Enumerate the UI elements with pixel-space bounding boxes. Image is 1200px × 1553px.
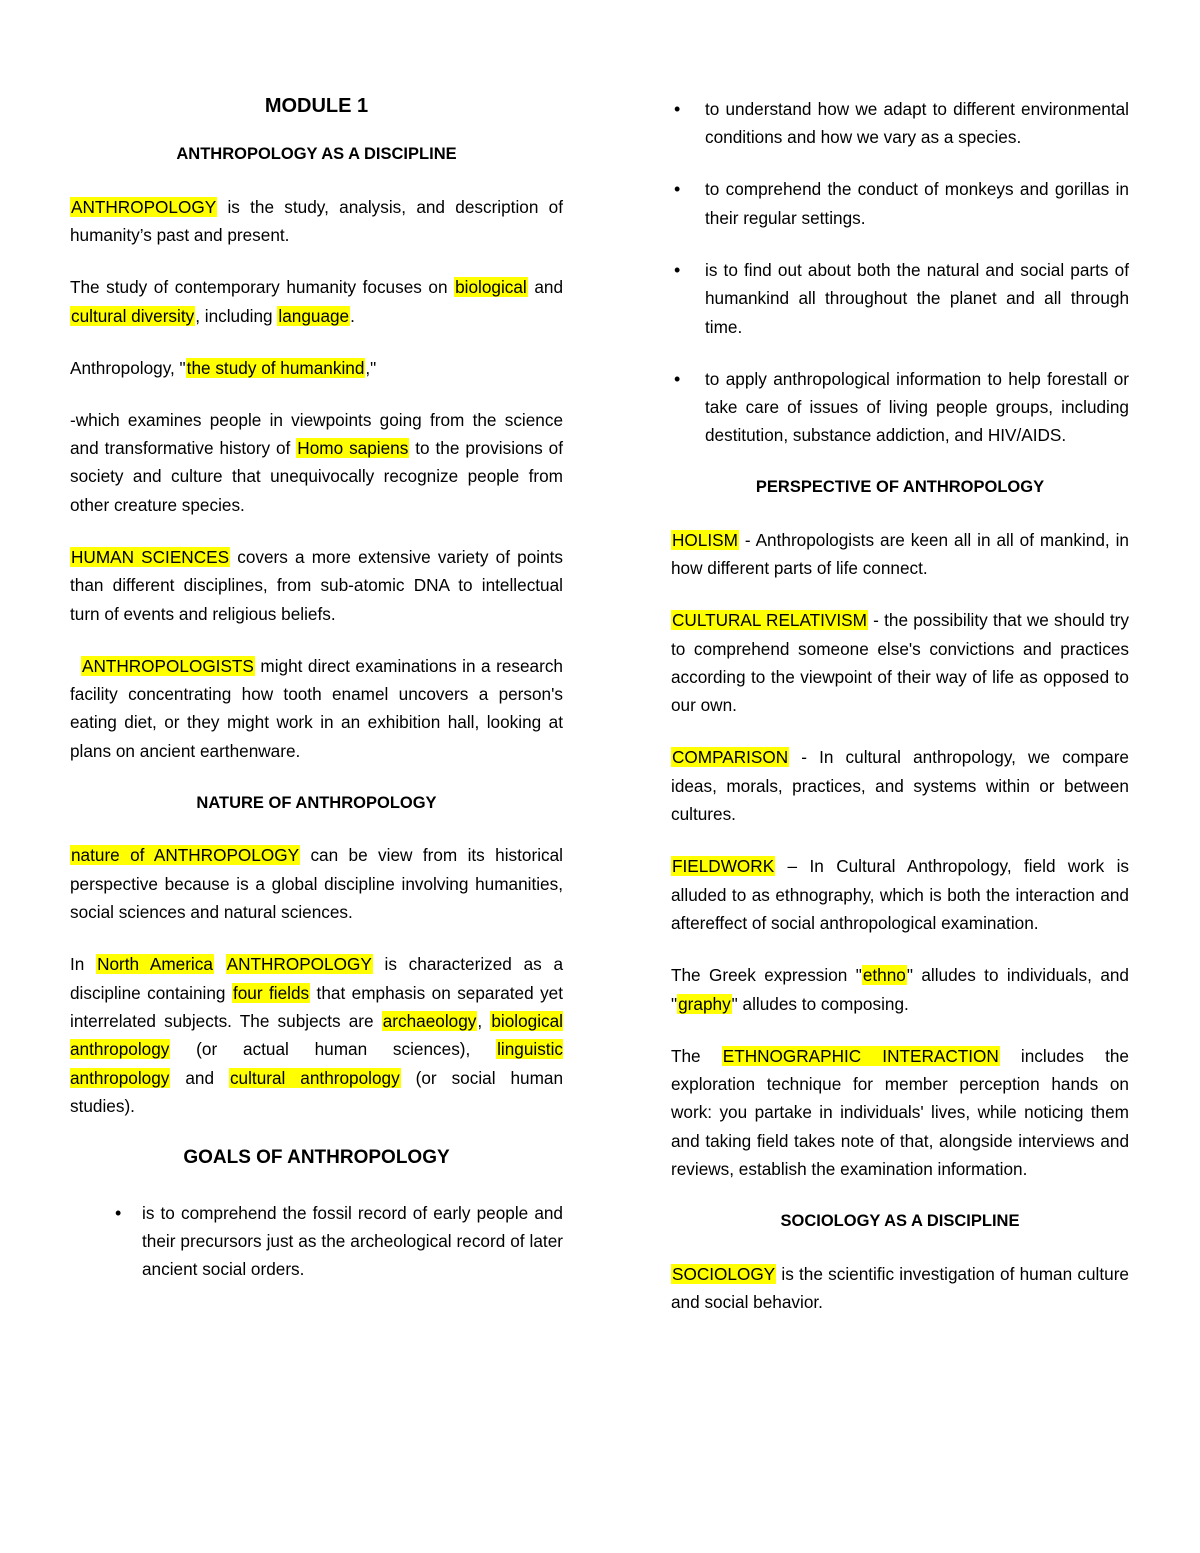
text-run: is the scientific investigation of human culture and social behavior.	[671, 1263, 1129, 1312]
left-column	[70, 92, 563, 1307]
text-run: In	[70, 954, 97, 975]
text-run: and	[170, 1067, 229, 1088]
highlight: FIELDWORK	[672, 856, 775, 877]
text-run: ,"	[365, 357, 377, 378]
paragraph-anthropologists	[70, 652, 563, 766]
paragraph-ethnographic-interaction	[671, 1042, 1129, 1184]
text-run: -which examines people in viewpoints going from the science and transformative history of	[70, 409, 563, 459]
text-run: to understand how we adapt to different environmental conditions and how we vary as a species.	[705, 99, 1129, 148]
paragraph-nature-of-anthropology	[70, 841, 563, 926]
list-item	[671, 256, 1129, 341]
paragraph-study-of-humankind	[70, 354, 563, 382]
text-run	[214, 954, 226, 974]
bullet-icon: •	[115, 1202, 122, 1223]
text-run: and	[527, 277, 563, 298]
text-run: Anthropology, "	[70, 357, 186, 378]
highlight: North America	[97, 954, 213, 975]
highlight: HOLISM	[672, 529, 738, 550]
paragraph-greek-expression	[671, 961, 1129, 1018]
text-run: is the study, analysis, and description of humanity’s past and present.	[70, 196, 563, 246]
text-run: to comprehend the conduct of monkeys and gorillas in their regular settings.	[705, 179, 1129, 228]
text-run: covers a more extensive variety of points than different disciplines, from sub-atomic DNA to intellectual turn of events and religious beliefs.	[70, 546, 563, 624]
section-title-goals: GOALS OF ANTHROPOLOGY	[183, 1147, 450, 1169]
highlight: nature of ANTHROPOLOGY	[71, 845, 300, 866]
bullet-icon: •	[674, 259, 681, 280]
bullet-icon: •	[674, 179, 681, 200]
section-title-sociology: SOCIOLOGY AS A DISCIPLINE	[780, 1212, 1020, 1231]
highlight: language	[278, 305, 350, 326]
text-run: might direct examinations in a research facility concentrating how tooth enamel uncovers a person's eating diet, or they might work in an exhibition hall, looking at plans on ancient earthenware.	[70, 655, 563, 761]
paragraph-sociology	[671, 1260, 1129, 1317]
list-item	[671, 95, 1129, 152]
text-run: includes the exploration technique for member perception hands on work: you partake in individuals' lives, while noticing them and taking field takes note of that, alongside interviews and reviews, establish the examination information.	[671, 1045, 1129, 1180]
highlight: the study of humankind	[186, 357, 365, 378]
goals-list	[70, 1199, 563, 1284]
highlight: cultural diversity	[71, 305, 195, 326]
highlight: biological	[455, 277, 527, 298]
highlight: Homo sapiens	[297, 438, 409, 459]
highlight: cultural anthropology	[229, 1067, 400, 1088]
paragraph-four-fields	[70, 950, 563, 1120]
highlight: ANTHROPOLOGY	[71, 196, 217, 217]
paragraph-anthropology-definition	[70, 193, 563, 250]
section-title-anthropology-discipline: ANTHROPOLOGY AS A DISCIPLINE	[176, 145, 457, 164]
text-run: - In cultural anthropology, we compare ideas, morals, practices, and systems within or between cultures.	[671, 747, 1129, 825]
goals-list-continued	[671, 95, 1129, 450]
paragraph-human-sciences	[70, 543, 563, 628]
paragraph-contemporary-humanity	[70, 273, 563, 330]
highlight: linguistic anthropology	[70, 1039, 563, 1088]
right-column	[671, 95, 1129, 1340]
paragraph-comparison	[671, 743, 1129, 828]
highlight: ANTHROPOLOGISTS	[81, 655, 254, 676]
section-title-nature: NATURE OF ANTHROPOLOGY	[196, 793, 437, 812]
text-run: The	[671, 1045, 722, 1066]
text-run: to apply anthropological information to help forestall or take care of issues of living people groups, including destitution, substance addiction, and HIV/AIDS.	[705, 368, 1129, 446]
text-run: (or social human studies).	[70, 1067, 563, 1117]
list-item	[671, 175, 1129, 232]
text-run: is to comprehend the fossil record of early people and their precursors just as the archeological record of later ancient social orders.	[142, 1202, 563, 1280]
text-run: The Greek expression "	[671, 965, 862, 986]
highlight: ethno	[862, 965, 906, 986]
text-run: ,	[477, 1010, 491, 1031]
highlight: biological anthropology	[70, 1010, 563, 1060]
highlight: ANTHROPOLOGY	[226, 954, 372, 975]
paragraph-homo-sapiens	[70, 406, 563, 520]
text-run: – In Cultural Anthropology, field work is alluded to as ethnography, which is both the interaction and aftereffect of social anthropological examination.	[671, 856, 1129, 934]
highlight: graphy	[678, 993, 731, 1014]
module-title: MODULE 1	[264, 95, 369, 117]
text-run: (or actual human sciences),	[170, 1039, 497, 1060]
text-run: that emphasis on separated yet interrelated subjects. The subjects are	[70, 982, 564, 1031]
text-run: " alludes to individuals, and "	[671, 965, 1129, 1014]
highlight: archaeology	[382, 1010, 477, 1031]
highlight: COMPARISON	[672, 747, 789, 768]
highlight: SOCIOLOGY	[672, 1263, 776, 1284]
text-run: to the provisions of society and culture that unequivocally recognize people from other creature species.	[70, 438, 563, 515]
text-run: - the possibility that we should try to comprehend someone else's convictions and practices according to the viewpoint of their way of life as opposed to our own.	[671, 610, 1129, 716]
list-item	[671, 365, 1129, 450]
text-run: can be view from its historical perspective because is a global discipline involving humanities, social sciences and natural sciences.	[70, 845, 563, 923]
text-run: is characterized as a discipline containing	[70, 954, 564, 1003]
text-run: is to find out about both the natural and social parts of humankind all throughout the planet and all through time.	[705, 259, 1129, 337]
highlight: four fields	[232, 982, 310, 1003]
bullet-icon: •	[674, 368, 681, 389]
bullet-icon: •	[674, 99, 681, 119]
text-run: , including	[195, 305, 278, 326]
highlight: CULTURAL RELATIVISM	[672, 610, 867, 631]
text-run: .	[350, 305, 355, 326]
text-run: " alludes to composing.	[731, 993, 909, 1014]
text-run: The study of contemporary humanity focuses on	[70, 277, 455, 298]
section-title-perspective: PERSPECTIVE OF ANTHROPOLOGY	[755, 478, 1045, 497]
highlight: HUMAN SCIENCES	[71, 546, 230, 567]
paragraph-fieldwork	[671, 852, 1129, 937]
list-item	[70, 1199, 563, 1284]
paragraph-cultural-relativism	[671, 606, 1129, 720]
paragraph-holism	[671, 526, 1129, 583]
highlight: ETHNOGRAPHIC INTERACTION	[722, 1045, 999, 1066]
text-run: - Anthropologists are keen all in all of mankind, in how different parts of life connect.	[671, 529, 1129, 579]
